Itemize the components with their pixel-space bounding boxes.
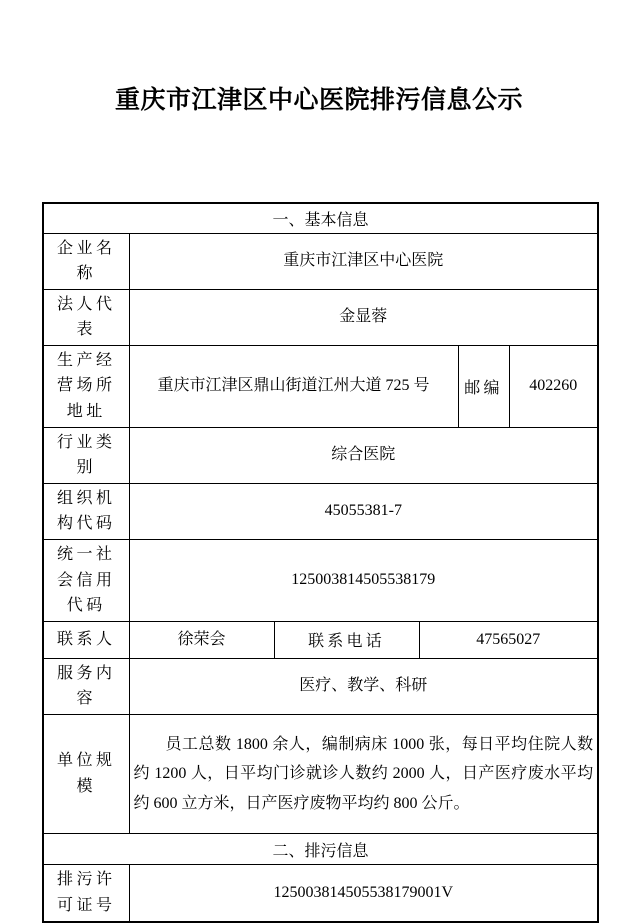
industry-value: 综合医院 (129, 427, 598, 483)
industry-label: 行业类别 (43, 427, 129, 483)
company-name-value: 重庆市江津区中心医院 (129, 233, 598, 289)
table-row-services (43, 658, 598, 714)
permit-no-value: 125003814505538179001V (129, 865, 598, 922)
contact-person-label: 联系人 (43, 621, 129, 658)
basic-info-section-header: 一、基本信息 (43, 203, 598, 233)
org-code-label: 组织机构代码 (43, 483, 129, 539)
discharge-info-section-header: 二、排污信息 (43, 834, 598, 865)
legal-rep-label: 法人代表 (43, 289, 129, 345)
credit-code-label: 统一社会信用代码 (43, 540, 129, 622)
disclosure-table (42, 202, 599, 923)
legal-rep-value: 金显蓉 (129, 289, 598, 345)
postal-code-value: 402260 (509, 345, 598, 427)
document-page (0, 80, 638, 914)
postal-code-label: 邮编 (458, 345, 509, 427)
section-header-row-basic-info (43, 203, 598, 233)
contact-person-value: 徐荣会 (129, 621, 274, 658)
table-row-contact (43, 621, 598, 658)
scale-label: 单位规模 (43, 715, 129, 834)
contact-phone-label: 联系电话 (274, 621, 419, 658)
table-row-org-code (43, 483, 598, 539)
permit-no-label: 排污许可证号 (43, 865, 129, 922)
contact-phone-value: 47565027 (419, 621, 598, 658)
page-title: 重庆市江津区中心医院排污信息公示 (114, 86, 523, 114)
org-code-value: 45055381-7 (129, 483, 598, 539)
table-row-legal-rep (43, 289, 598, 345)
scale-paragraph: 员工总数 1800 余人，编制病床 1000 张，每日平均住院人数约 1200 人，日平均门诊就诊人数约 2000 人，日产医疗废水平均约 600 立方米，日产医疗废物平均约 800 公斤。 (133, 735, 594, 812)
address-label: 生产经营场所地址 (43, 345, 129, 427)
table-row-scale (43, 715, 598, 834)
section-header-row-discharge-info (43, 834, 598, 865)
table-row-address (43, 345, 598, 427)
company-name-label: 企业名称 (43, 233, 129, 289)
table-row-industry (43, 427, 598, 483)
table-row-company-name (43, 233, 598, 289)
services-value: 医疗、教学、科研 (129, 658, 598, 714)
table-row-credit-code (43, 540, 598, 622)
address-value: 重庆市江津区鼎山街道江州大道 725 号 (129, 345, 458, 427)
scale-value (129, 715, 598, 834)
table-row-permit-no (43, 865, 598, 922)
credit-code-value: 125003814505538179 (129, 540, 598, 622)
services-label: 服务内容 (43, 658, 129, 714)
